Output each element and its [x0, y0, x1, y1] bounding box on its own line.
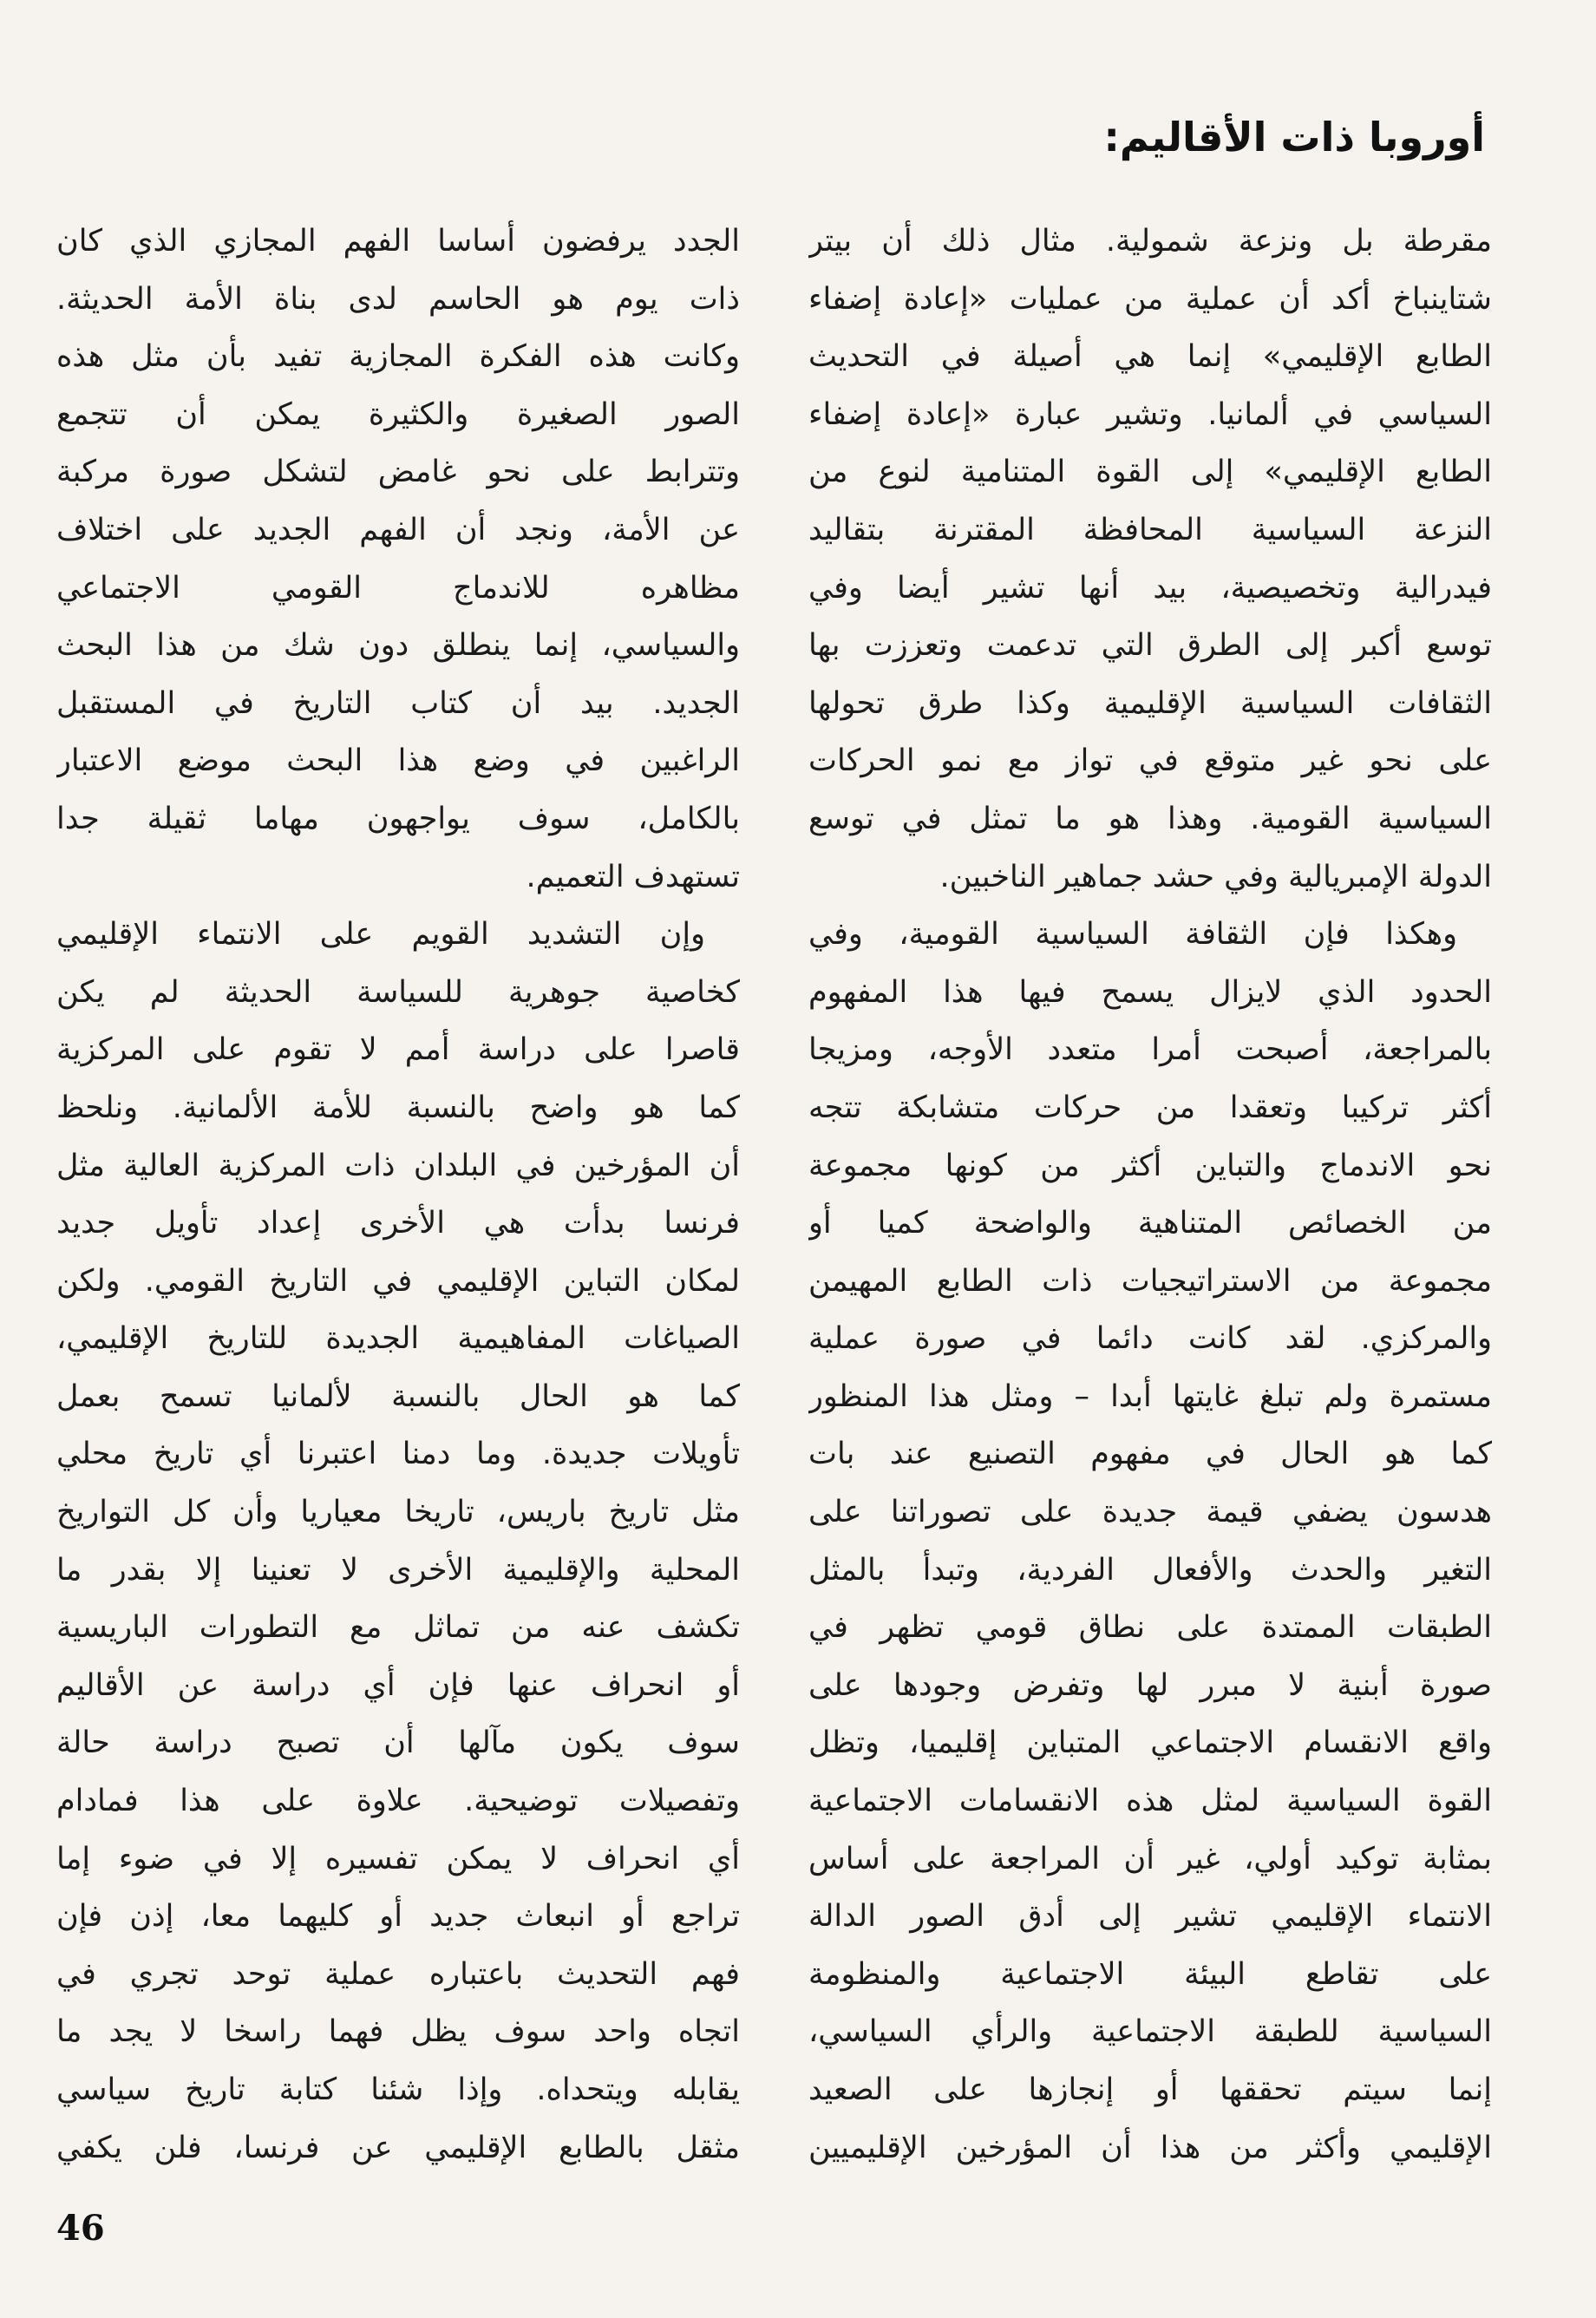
text-line: كما هو الحال في مفهوم التصنيع عند بات [808, 1437, 1492, 1472]
text-line: القوة السياسية لمثل هذه الانقسامات الاجتماعية [808, 1784, 1492, 1819]
text-line: مثل تاريخ باريس، تاريخا معياريا وأن كل التواريخ [56, 1495, 740, 1530]
text-line: سوف يكون مآلها أن تصبح دراسة حالة [56, 1725, 740, 1761]
text-line: بالمراجعة، أصبحت أمرا متعدد الأوجه، ومزيجا [808, 1032, 1492, 1068]
text-line: تكشف عنه من تماثل مع التطورات الباريسية [56, 1610, 740, 1646]
text-line: مجموعة من الاستراتيجيات ذات الطابع المهيمن [808, 1263, 1492, 1299]
text-line: إنما سيتم تحققها أو إنجازها على الصعيد [808, 2072, 1492, 2107]
text-line: تستهدف التعميم. [526, 859, 740, 894]
text-line: كما هو واضح بالنسبة للأمة الألمانية. ونلحظ [56, 1090, 740, 1125]
section-heading: أوروبا ذات الأقاليم: [1103, 114, 1485, 160]
text-line: مظاهره للاندماج القومي الاجتماعي [56, 570, 740, 606]
text-line: يقابله ويتحداه. وإذا شئنا كتابة تاريخ سياسي [56, 2072, 740, 2107]
text-line: بالكامل، سوف يواجهون مهاما ثقيلة جدا [56, 801, 740, 836]
text-line: لمكان التباين الإقليمي في التاريخ القومي. ولكن [56, 1263, 740, 1299]
right-text-column [808, 213, 1492, 2182]
text-line: الانتماء الإقليمي تشير إلى أدق الصور الدالة [808, 1899, 1492, 1935]
text-line: هدسون يضفي قيمة جديدة على تصوراتنا على [808, 1495, 1492, 1530]
text-line: وتترابط على نحو غامض لتشكل صورة مركبة [56, 455, 740, 490]
text-line: السياسية القومية. وهذا هو ما تمثل في توسع [808, 801, 1492, 836]
text-line: أي انحراف لا يمكن تفسيره إلا في ضوء إما [56, 1841, 740, 1876]
text-line: وإن التشديد القويم على الانتماء الإقليمي [56, 917, 705, 953]
text-line: فيدرالية وتخصيصية، بيد أنها تشير أيضا وفي [808, 570, 1492, 606]
text-line: الحدود الذي لايزال يسمح فيها هذا المفهوم [808, 974, 1492, 1010]
left-text-column [56, 213, 740, 2182]
text-line: توسع أكبر إلى الطرق التي تدعمت وتعززت بها [808, 628, 1492, 664]
text-line: الصياغات المفاهيمية الجديدة للتاريخ الإقليمي، [56, 1321, 740, 1357]
text-line: فهم التحديث باعتباره عملية توحد تجري في [56, 1956, 740, 1992]
text-line: الجدد يرفضون أساسا الفهم المجازي الذي كان [56, 224, 740, 259]
text-line: والمركزي. لقد كانت دائما في صورة عملية [808, 1321, 1492, 1357]
text-line: قاصرا على دراسة أمم لا تقوم على المركزية [56, 1032, 740, 1068]
text-line: صورة أبنية لا مبرر لها وتفرض وجودها على [808, 1667, 1492, 1703]
text-line: مثقل بالطابع الإقليمي عن فرنسا، فلن يكفي [56, 2130, 740, 2165]
text-line: والسياسي، إنما ينطلق دون شك من هذا البحث [56, 628, 740, 664]
text-line: وهكذا فإن الثقافة السياسية القومية، وفي [808, 917, 1457, 953]
text-line: ذات يوم هو الحاسم لدى بناة الأمة الحديثة. [56, 281, 740, 317]
text-line: شتاينباخ أكد أن عملية من عمليات «إعادة إضفاء [808, 281, 1492, 317]
text-line: الطابع الإقليمي» إنما هي أصيلة في التحديث [808, 339, 1492, 375]
text-line: بمثابة توكيد أولي، غير أن المراجعة على أساس [808, 1841, 1492, 1876]
text-line: السياسية للطبقة الاجتماعية والرأي السياسي، [808, 2014, 1492, 2050]
text-line: كخاصية جوهرية للسياسة الحديثة لم يكن [56, 974, 740, 1010]
text-line: الجديد. بيد أن كتاب التاريخ في المستقبل [56, 685, 740, 721]
text-line: السياسي في ألمانيا. وتشير عبارة «إعادة إضفاء [808, 396, 1492, 432]
text-line: من الخصائص المتناهية والواضحة كميا أو [808, 1206, 1492, 1241]
text-line: مستمرة ولم تبلغ غايتها أبدا – ومثل هذا المنظور [808, 1378, 1492, 1414]
text-line: الراغبين في وضع هذا البحث موضع الاعتبار [56, 743, 740, 779]
text-line: فرنسا بدأت هي الأخرى إعداد تأويل جديد [56, 1206, 740, 1241]
text-line: أكثر تركيبا وتعقدا من حركات متشابكة تتجه [808, 1090, 1492, 1125]
text-line: أن المؤرخين في البلدان ذات المركزية العالية مثل [56, 1148, 740, 1183]
text-line: الثقافات السياسية الإقليمية وكذا طرق تحولها [808, 685, 1492, 721]
text-line: وتفصيلات توضيحية. علاوة على هذا فمادام [56, 1784, 740, 1819]
text-line: مقرطة بل ونزعة شمولية. مثال ذلك أن بيتر [808, 224, 1492, 259]
text-line: نحو الاندماج والتباين أكثر من كونها مجموعة [808, 1148, 1492, 1183]
text-line: الطابع الإقليمي» إلى القوة المتنامية لنوع من [808, 455, 1492, 490]
text-line: تراجع أو انبعاث جديد أو كليهما معا، إذن فإن [56, 1899, 740, 1935]
text-line: النزعة السياسية المحافظة المقترنة بتقاليد [808, 512, 1492, 547]
text-line: تأويلات جديدة. وما دمنا اعتبرنا أي تاريخ محلي [56, 1437, 740, 1472]
text-line: الدولة الإمبريالية وفي حشد جماهير الناخبين. [939, 859, 1492, 894]
text-line: كما هو الحال بالنسبة لألمانيا تسمح بعمل [56, 1378, 740, 1414]
text-line: عن الأمة، ونجد أن الفهم الجديد على اختلاف [56, 512, 740, 547]
text-line: الصور الصغيرة والكثيرة يمكن أن تتجمع [56, 396, 740, 432]
text-line: اتجاه واحد سوف يظل فهما راسخا لا يجد ما [56, 2014, 740, 2050]
text-line: التغير والحدث والأفعال الفردية، وتبدأ بالمثل [808, 1552, 1492, 1588]
text-line: على تقاطع البيئة الاجتماعية والمنظومة [808, 1956, 1492, 1992]
text-line: وكانت هذه الفكرة المجازية تفيد بأن مثل هذه [56, 339, 740, 375]
text-line: الطبقات الممتدة على نطاق قومي تظهر في [808, 1610, 1492, 1646]
page-number: 46 [56, 2208, 105, 2249]
text-line: الإقليمي وأكثر من هذا أن المؤرخين الإقليميين [808, 2130, 1492, 2165]
text-line: أو انحراف عنها فإن أي دراسة عن الأقاليم [56, 1667, 740, 1703]
text-line: واقع الانقسام الاجتماعي المتباين إقليميا، وتظل [808, 1725, 1492, 1761]
text-line: على نحو غير متوقع في تواز مع نمو الحركات [808, 743, 1492, 779]
text-line: المحلية والإقليمية الأخرى لا تعنينا إلا بقدر ما [56, 1552, 740, 1588]
